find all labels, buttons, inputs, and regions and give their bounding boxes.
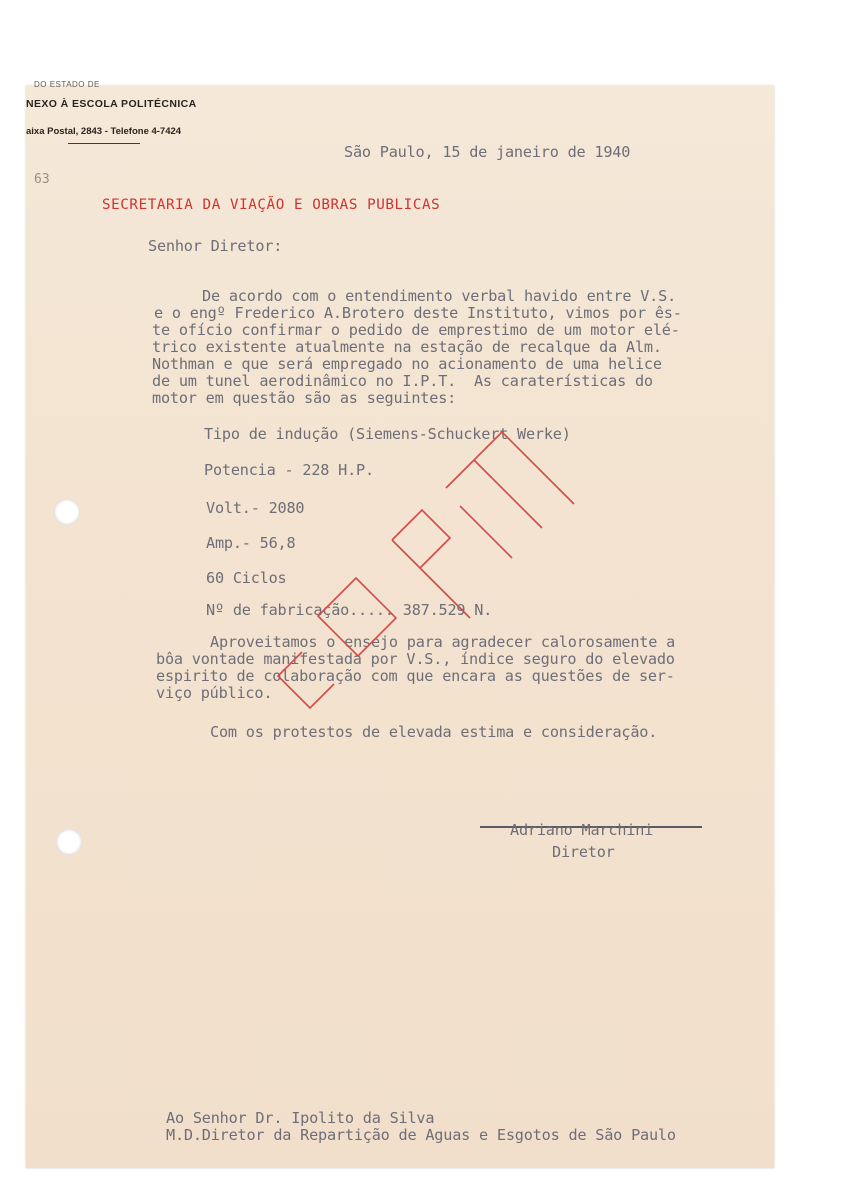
stamp-letter-c (278, 652, 334, 708)
stamp-letter-a (446, 432, 574, 528)
closing-line: viço público. (156, 684, 273, 702)
department-heading: SECRETARIA DA VIAÇÃO E OBRAS PUBLICAS (102, 197, 441, 213)
spec-line: Volt.- 2080 (206, 499, 305, 517)
letterhead-institution: NEXO À ESCOLA POLITÉCNICA (26, 98, 197, 110)
closing-line: bôa vontade manifestada por V.S., índice seguro do elevado (156, 650, 675, 668)
addressee-line: M.D.Diretor da Repartição de Aguas e Esgotos de São Paulo (166, 1126, 676, 1144)
letterhead-address: aixa Postal, 2843 - Telefone 4-7424 (26, 126, 182, 137)
body-line: e o engº Frederico A.Brotero deste Instituto, vimos por ês- (154, 304, 682, 322)
stamp-letter-p (392, 510, 470, 618)
body-line: De acordo com o entendimento verbal havido entre V.S. (202, 287, 677, 305)
spec-line: 60 Ciclos (206, 569, 287, 587)
stamp-letter-o (318, 578, 396, 656)
spec-line: Nº de fabricação..... 387.529 N. (206, 601, 493, 619)
letterhead-top-line: DO ESTADO DE (34, 80, 100, 89)
closing-line: espirito de colaboração com que encara as questões de ser- (156, 667, 675, 685)
regards-line: Com os protestos de elevada estima e consideração. (210, 723, 658, 741)
copia-stamp-letters (278, 432, 574, 708)
spec-line: Tipo de indução (Siemens-Schuckert Werke) (204, 425, 571, 443)
signature-name: Adriano Marchini (510, 821, 654, 839)
copia-stamp (26, 86, 774, 1168)
body-line: Nothman e que será empregado no acionamento de uma helice (152, 355, 662, 373)
addressee-line: Ao Senhor Dr. Ipolito da Silva (166, 1109, 435, 1127)
date-line: São Paulo, 15 de janeiro de 1940 (344, 143, 631, 161)
body-line: te ofício confirmar o pedido de emprestimo de um motor elé- (152, 321, 680, 339)
body-line: de um tunel aerodinâmico no I.P.T. As caraterísticas do (152, 372, 653, 390)
stamp-letter-i (460, 506, 512, 558)
signature-title: Diretor (552, 843, 615, 861)
salutation: Senhor Diretor: (148, 237, 283, 255)
reference-number: 63 (34, 172, 50, 187)
punch-hole (54, 499, 80, 525)
body-line: motor em questão são as seguintes: (152, 389, 457, 407)
spec-line: Potencia - 228 H.P. (204, 461, 374, 479)
closing-line: Aproveitamos o ensejo para agradecer calorosamente a (210, 633, 676, 651)
body-line: trico existente atualmente na estação de recalque da Alm. (152, 338, 662, 356)
punch-hole (56, 829, 82, 855)
spec-line: Amp.- 56,8 (206, 534, 296, 552)
stamp-text: COPIA (26, 86, 30, 87)
letter-sheet (26, 80, 774, 1168)
